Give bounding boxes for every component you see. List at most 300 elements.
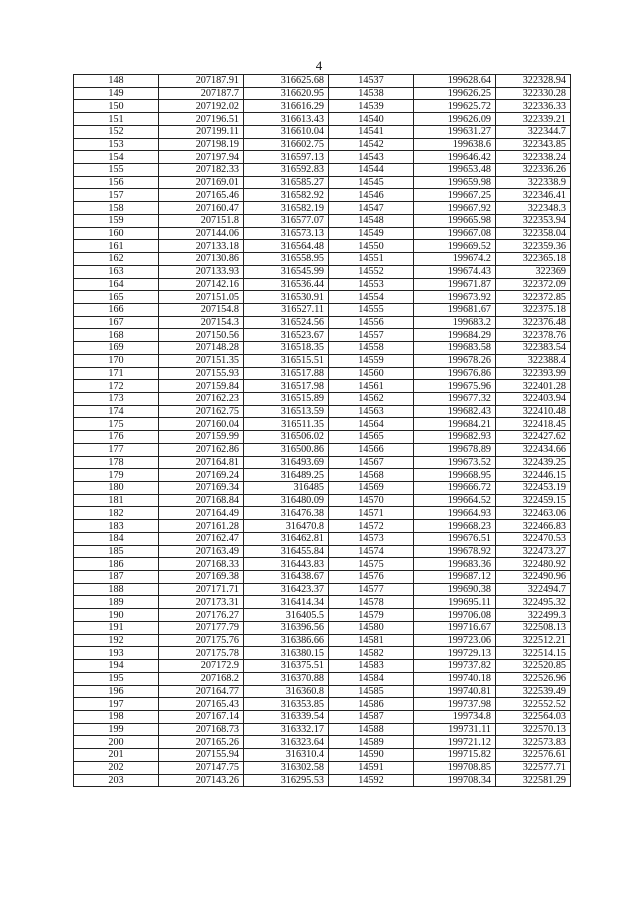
table-row — [74, 202, 571, 215]
cell-y-coordinate: 316386.66 — [244, 634, 329, 647]
cell-y-coordinate: 316485 — [244, 482, 329, 495]
cell-y-coordinate: 316511.35 — [244, 418, 329, 431]
cell-point-number-2: 14587 — [329, 710, 414, 723]
cell-y-coordinate-2: 322577.71 — [496, 761, 571, 774]
cell-x-coordinate: 207175.78 — [159, 647, 244, 660]
cell-point-number: 162 — [74, 253, 159, 266]
cell-point-number-2: 14553 — [329, 278, 414, 291]
cell-point-number-2: 14592 — [329, 774, 414, 787]
table-row — [74, 736, 571, 749]
cell-point-number-2: 14561 — [329, 380, 414, 393]
cell-point-number: 169 — [74, 342, 159, 355]
cell-x-coordinate: 207164.49 — [159, 507, 244, 520]
cell-y-coordinate-2: 322348.3 — [496, 202, 571, 215]
table-row — [74, 672, 571, 685]
cell-point-number-2: 14583 — [329, 660, 414, 673]
cell-point-number: 192 — [74, 634, 159, 647]
table-row — [74, 698, 571, 711]
cell-x-coordinate: 207160.04 — [159, 418, 244, 431]
cell-y-coordinate-2: 322372.85 — [496, 291, 571, 304]
cell-point-number: 187 — [74, 571, 159, 584]
cell-y-coordinate: 316592.83 — [244, 164, 329, 177]
cell-y-coordinate: 316545.99 — [244, 265, 329, 278]
cell-x-coordinate-2: 199659.98 — [414, 176, 496, 189]
table-row — [74, 392, 571, 405]
table-row — [74, 418, 571, 431]
cell-point-number: 177 — [74, 443, 159, 456]
cell-y-coordinate: 316602.75 — [244, 138, 329, 151]
cell-y-coordinate: 316414.34 — [244, 596, 329, 609]
cell-y-coordinate: 316517.98 — [244, 380, 329, 393]
cell-x-coordinate-2: 199706.08 — [414, 609, 496, 622]
cell-y-coordinate: 316470.8 — [244, 520, 329, 533]
table-row — [74, 634, 571, 647]
cell-y-coordinate-2: 322539.49 — [496, 685, 571, 698]
table-row — [74, 87, 571, 100]
table-row — [74, 75, 571, 88]
cell-point-number: 195 — [74, 672, 159, 685]
cell-point-number-2: 14550 — [329, 240, 414, 253]
cell-y-coordinate-2: 322378.76 — [496, 329, 571, 342]
cell-y-coordinate: 316524.56 — [244, 316, 329, 329]
cell-point-number: 165 — [74, 291, 159, 304]
cell-y-coordinate-2: 322338.9 — [496, 176, 571, 189]
table-row — [74, 647, 571, 660]
cell-point-number: 201 — [74, 749, 159, 762]
cell-y-coordinate: 316620.95 — [244, 87, 329, 100]
cell-y-coordinate-2: 322520.85 — [496, 660, 571, 673]
cell-y-coordinate: 316515.51 — [244, 354, 329, 367]
cell-x-coordinate-2: 199687.12 — [414, 571, 496, 584]
cell-x-coordinate: 207168.2 — [159, 672, 244, 685]
cell-x-coordinate-2: 199673.52 — [414, 456, 496, 469]
cell-x-coordinate: 207182.33 — [159, 164, 244, 177]
cell-y-coordinate-2: 322499.3 — [496, 609, 571, 622]
cell-x-coordinate: 207165.43 — [159, 698, 244, 711]
cell-y-coordinate: 316360.8 — [244, 685, 329, 698]
cell-y-coordinate: 316339.54 — [244, 710, 329, 723]
cell-y-coordinate-2: 322573.83 — [496, 736, 571, 749]
cell-x-coordinate-2: 199682.43 — [414, 405, 496, 418]
cell-point-number: 148 — [74, 75, 159, 88]
cell-point-number-2: 14563 — [329, 405, 414, 418]
cell-point-number-2: 14555 — [329, 303, 414, 316]
cell-point-number-2: 14579 — [329, 609, 414, 622]
cell-x-coordinate-2: 199729.13 — [414, 647, 496, 660]
cell-y-coordinate: 316370.88 — [244, 672, 329, 685]
cell-y-coordinate: 316577.07 — [244, 214, 329, 227]
cell-x-coordinate: 207169.34 — [159, 482, 244, 495]
cell-point-number: 172 — [74, 380, 159, 393]
cell-point-number: 189 — [74, 596, 159, 609]
cell-x-coordinate-2: 199668.23 — [414, 520, 496, 533]
cell-y-coordinate: 316506.02 — [244, 431, 329, 444]
table-row — [74, 431, 571, 444]
cell-x-coordinate-2: 199665.98 — [414, 214, 496, 227]
cell-x-coordinate-2: 199715.82 — [414, 749, 496, 762]
table-row — [74, 113, 571, 126]
cell-x-coordinate-2: 199673.92 — [414, 291, 496, 304]
cell-x-coordinate-2: 199734.8 — [414, 710, 496, 723]
cell-x-coordinate-2: 199737.98 — [414, 698, 496, 711]
cell-y-coordinate-2: 322570.13 — [496, 723, 571, 736]
table-row — [74, 189, 571, 202]
cell-y-coordinate: 316500.86 — [244, 443, 329, 456]
table-row — [74, 214, 571, 227]
cell-y-coordinate-2: 322336.26 — [496, 164, 571, 177]
table-row — [74, 138, 571, 151]
cell-x-coordinate-2: 199676.86 — [414, 367, 496, 380]
cell-point-number-2: 14543 — [329, 151, 414, 164]
cell-y-coordinate: 316476.38 — [244, 507, 329, 520]
cell-x-coordinate: 207160.47 — [159, 202, 244, 215]
cell-x-coordinate: 207168.84 — [159, 494, 244, 507]
cell-y-coordinate-2: 322466.83 — [496, 520, 571, 533]
cell-x-coordinate-2: 199664.93 — [414, 507, 496, 520]
cell-point-number-2: 14552 — [329, 265, 414, 278]
cell-point-number: 160 — [74, 227, 159, 240]
cell-point-number: 164 — [74, 278, 159, 291]
table-row — [74, 710, 571, 723]
cell-x-coordinate-2: 199625.72 — [414, 100, 496, 113]
cell-point-number: 191 — [74, 621, 159, 634]
cell-point-number: 186 — [74, 558, 159, 571]
cell-point-number-2: 14539 — [329, 100, 414, 113]
cell-x-coordinate-2: 199664.52 — [414, 494, 496, 507]
cell-point-number: 155 — [74, 164, 159, 177]
cell-point-number-2: 14571 — [329, 507, 414, 520]
cell-point-number-2: 14580 — [329, 621, 414, 634]
cell-y-coordinate: 316489.25 — [244, 469, 329, 482]
cell-point-number-2: 14556 — [329, 316, 414, 329]
cell-y-coordinate-2: 322473.27 — [496, 545, 571, 558]
cell-y-coordinate-2: 322581.29 — [496, 774, 571, 787]
table-row — [74, 342, 571, 355]
cell-x-coordinate-2: 199653.48 — [414, 164, 496, 177]
cell-y-coordinate: 316518.35 — [244, 342, 329, 355]
cell-point-number: 156 — [74, 176, 159, 189]
table-row — [74, 329, 571, 342]
cell-x-coordinate: 207169.01 — [159, 176, 244, 189]
cell-x-coordinate-2: 199683.36 — [414, 558, 496, 571]
cell-y-coordinate: 316527.11 — [244, 303, 329, 316]
cell-y-coordinate-2: 322410.48 — [496, 405, 571, 418]
cell-x-coordinate-2: 199683.2 — [414, 316, 496, 329]
cell-x-coordinate: 207192.02 — [159, 100, 244, 113]
cell-point-number-2: 14569 — [329, 482, 414, 495]
cell-point-number-2: 14548 — [329, 214, 414, 227]
cell-point-number-2: 14557 — [329, 329, 414, 342]
cell-point-number-2: 14547 — [329, 202, 414, 215]
cell-point-number-2: 14564 — [329, 418, 414, 431]
cell-point-number: 202 — [74, 761, 159, 774]
cell-y-coordinate-2: 322470.53 — [496, 532, 571, 545]
table-row — [74, 265, 571, 278]
cell-y-coordinate-2: 322372.09 — [496, 278, 571, 291]
table-row — [74, 291, 571, 304]
cell-x-coordinate: 207164.81 — [159, 456, 244, 469]
cell-x-coordinate-2: 199708.34 — [414, 774, 496, 787]
table-row — [74, 125, 571, 138]
table-row — [74, 303, 571, 316]
cell-y-coordinate-2: 322369 — [496, 265, 571, 278]
cell-point-number: 157 — [74, 189, 159, 202]
table-row — [74, 316, 571, 329]
cell-x-coordinate-2: 199669.52 — [414, 240, 496, 253]
cell-y-coordinate-2: 322401.28 — [496, 380, 571, 393]
cell-point-number-2: 14560 — [329, 367, 414, 380]
table-row — [74, 176, 571, 189]
cell-point-number-2: 14590 — [329, 749, 414, 762]
cell-x-coordinate: 207162.75 — [159, 405, 244, 418]
cell-point-number: 194 — [74, 660, 159, 673]
cell-point-number: 188 — [74, 583, 159, 596]
cell-y-coordinate: 316438.67 — [244, 571, 329, 584]
cell-x-coordinate-2: 199678.26 — [414, 354, 496, 367]
table-row — [74, 774, 571, 787]
cell-x-coordinate-2: 199674.43 — [414, 265, 496, 278]
cell-y-coordinate: 316353.85 — [244, 698, 329, 711]
table-row — [74, 596, 571, 609]
cell-y-coordinate-2: 322346.41 — [496, 189, 571, 202]
cell-x-coordinate: 207176.27 — [159, 609, 244, 622]
cell-x-coordinate-2: 199671.87 — [414, 278, 496, 291]
cell-y-coordinate: 316396.56 — [244, 621, 329, 634]
cell-y-coordinate: 316493.69 — [244, 456, 329, 469]
coordinates-table — [73, 74, 571, 787]
cell-x-coordinate-2: 199626.25 — [414, 87, 496, 100]
cell-x-coordinate-2: 199676.51 — [414, 532, 496, 545]
cell-point-number-2: 14562 — [329, 392, 414, 405]
cell-y-coordinate-2: 322353.94 — [496, 214, 571, 227]
cell-x-coordinate: 207169.38 — [159, 571, 244, 584]
cell-point-number: 174 — [74, 405, 159, 418]
cell-x-coordinate-2: 199638.6 — [414, 138, 496, 151]
cell-x-coordinate: 207162.86 — [159, 443, 244, 456]
cell-y-coordinate-2: 322418.45 — [496, 418, 571, 431]
cell-x-coordinate-2: 199666.72 — [414, 482, 496, 495]
cell-y-coordinate: 316513.59 — [244, 405, 329, 418]
cell-point-number: 176 — [74, 431, 159, 444]
cell-x-coordinate: 207143.26 — [159, 774, 244, 787]
cell-x-coordinate: 207148.28 — [159, 342, 244, 355]
cell-point-number-2: 14559 — [329, 354, 414, 367]
cell-point-number-2: 14544 — [329, 164, 414, 177]
cell-x-coordinate-2: 199631.27 — [414, 125, 496, 138]
cell-y-coordinate-2: 322480.92 — [496, 558, 571, 571]
cell-y-coordinate: 316582.92 — [244, 189, 329, 202]
cell-x-coordinate: 207150.56 — [159, 329, 244, 342]
cell-x-coordinate: 207130.86 — [159, 253, 244, 266]
table-row — [74, 253, 571, 266]
table-row — [74, 278, 571, 291]
table-row — [74, 405, 571, 418]
cell-x-coordinate-2: 199668.95 — [414, 469, 496, 482]
cell-point-number-2: 14549 — [329, 227, 414, 240]
cell-point-number: 178 — [74, 456, 159, 469]
cell-x-coordinate-2: 199677.32 — [414, 392, 496, 405]
cell-point-number: 158 — [74, 202, 159, 215]
cell-y-coordinate-2: 322365.18 — [496, 253, 571, 266]
cell-y-coordinate: 316515.89 — [244, 392, 329, 405]
cell-x-coordinate: 207165.46 — [159, 189, 244, 202]
cell-x-coordinate-2: 199740.18 — [414, 672, 496, 685]
cell-x-coordinate: 207173.31 — [159, 596, 244, 609]
cell-y-coordinate-2: 322427.62 — [496, 431, 571, 444]
cell-point-number-2: 14545 — [329, 176, 414, 189]
table-row — [74, 545, 571, 558]
cell-point-number: 159 — [74, 214, 159, 227]
cell-y-coordinate: 316573.13 — [244, 227, 329, 240]
cell-y-coordinate: 316462.81 — [244, 532, 329, 545]
cell-y-coordinate: 316380.15 — [244, 647, 329, 660]
table-row — [74, 151, 571, 164]
cell-x-coordinate-2: 199675.96 — [414, 380, 496, 393]
table-row — [74, 685, 571, 698]
cell-y-coordinate: 316558.95 — [244, 253, 329, 266]
cell-point-number-2: 14585 — [329, 685, 414, 698]
cell-point-number-2: 14554 — [329, 291, 414, 304]
cell-x-coordinate: 207155.93 — [159, 367, 244, 380]
cell-point-number-2: 14546 — [329, 189, 414, 202]
cell-x-coordinate: 207162.47 — [159, 532, 244, 545]
cell-x-coordinate: 207164.77 — [159, 685, 244, 698]
cell-x-coordinate: 207133.18 — [159, 240, 244, 253]
cell-x-coordinate-2: 199716.67 — [414, 621, 496, 634]
cell-point-number: 149 — [74, 87, 159, 100]
cell-y-coordinate: 316523.67 — [244, 329, 329, 342]
table-row — [74, 482, 571, 495]
table-row — [74, 354, 571, 367]
cell-y-coordinate-2: 322343.85 — [496, 138, 571, 151]
cell-y-coordinate-2: 322439.25 — [496, 456, 571, 469]
cell-point-number: 181 — [74, 494, 159, 507]
table-row — [74, 443, 571, 456]
table-row — [74, 240, 571, 253]
table-row — [74, 723, 571, 736]
cell-y-coordinate-2: 322375.18 — [496, 303, 571, 316]
table-row — [74, 583, 571, 596]
cell-y-coordinate-2: 322336.33 — [496, 100, 571, 113]
cell-y-coordinate-2: 322512.21 — [496, 634, 571, 647]
cell-y-coordinate-2: 322358.04 — [496, 227, 571, 240]
cell-point-number: 151 — [74, 113, 159, 126]
cell-x-coordinate-2: 199667.25 — [414, 189, 496, 202]
cell-point-number: 184 — [74, 532, 159, 545]
cell-point-number-2: 14589 — [329, 736, 414, 749]
cell-x-coordinate: 207151.8 — [159, 214, 244, 227]
table-row — [74, 761, 571, 774]
cell-point-number-2: 14551 — [329, 253, 414, 266]
table-row — [74, 609, 571, 622]
cell-point-number-2: 14565 — [329, 431, 414, 444]
cell-x-coordinate: 207133.93 — [159, 265, 244, 278]
cell-y-coordinate-2: 322388.4 — [496, 354, 571, 367]
cell-x-coordinate: 207151.05 — [159, 291, 244, 304]
cell-x-coordinate-2: 199674.2 — [414, 253, 496, 266]
cell-y-coordinate-2: 322453.19 — [496, 482, 571, 495]
cell-x-coordinate: 207196.51 — [159, 113, 244, 126]
cell-x-coordinate-2: 199737.82 — [414, 660, 496, 673]
cell-x-coordinate: 207159.99 — [159, 431, 244, 444]
cell-y-coordinate-2: 322459.15 — [496, 494, 571, 507]
cell-point-number: 152 — [74, 125, 159, 138]
cell-x-coordinate-2: 199690.38 — [414, 583, 496, 596]
cell-y-coordinate-2: 322328.94 — [496, 75, 571, 88]
cell-x-coordinate: 207169.24 — [159, 469, 244, 482]
cell-x-coordinate-2: 199678.92 — [414, 545, 496, 558]
table-row — [74, 164, 571, 177]
cell-y-coordinate: 316405.5 — [244, 609, 329, 622]
cell-x-coordinate: 207172.9 — [159, 660, 244, 673]
cell-x-coordinate: 207199.11 — [159, 125, 244, 138]
cell-point-number-2: 14575 — [329, 558, 414, 571]
cell-point-number: 175 — [74, 418, 159, 431]
cell-x-coordinate-2: 199684.29 — [414, 329, 496, 342]
cell-y-coordinate: 316530.91 — [244, 291, 329, 304]
cell-x-coordinate-2: 199682.93 — [414, 431, 496, 444]
cell-point-number: 193 — [74, 647, 159, 660]
cell-y-coordinate: 316323.64 — [244, 736, 329, 749]
cell-y-coordinate: 316480.09 — [244, 494, 329, 507]
table-row — [74, 456, 571, 469]
table-row — [74, 507, 571, 520]
cell-x-coordinate: 207151.35 — [159, 354, 244, 367]
cell-point-number-2: 14576 — [329, 571, 414, 584]
table-row — [74, 494, 571, 507]
cell-y-coordinate: 316310.4 — [244, 749, 329, 762]
cell-x-coordinate: 207154.8 — [159, 303, 244, 316]
cell-point-number-2: 14584 — [329, 672, 414, 685]
page-number: 4 — [315, 58, 323, 73]
cell-point-number: 163 — [74, 265, 159, 278]
cell-point-number: 190 — [74, 609, 159, 622]
cell-x-coordinate-2: 199731.11 — [414, 723, 496, 736]
cell-point-number-2: 14541 — [329, 125, 414, 138]
table-row — [74, 571, 571, 584]
cell-x-coordinate: 207167.14 — [159, 710, 244, 723]
cell-x-coordinate-2: 199723.06 — [414, 634, 496, 647]
cell-x-coordinate: 207175.76 — [159, 634, 244, 647]
cell-point-number-2: 14567 — [329, 456, 414, 469]
table-row — [74, 660, 571, 673]
cell-x-coordinate: 207159.84 — [159, 380, 244, 393]
cell-point-number-2: 14582 — [329, 647, 414, 660]
cell-x-coordinate: 207187.7 — [159, 87, 244, 100]
cell-point-number: 166 — [74, 303, 159, 316]
cell-x-coordinate: 207163.49 — [159, 545, 244, 558]
cell-point-number: 168 — [74, 329, 159, 342]
cell-point-number-2: 14572 — [329, 520, 414, 533]
cell-point-number: 153 — [74, 138, 159, 151]
cell-x-coordinate: 207168.73 — [159, 723, 244, 736]
cell-y-coordinate: 316585.27 — [244, 176, 329, 189]
cell-x-coordinate-2: 199708.85 — [414, 761, 496, 774]
cell-point-number-2: 14538 — [329, 87, 414, 100]
cell-y-coordinate-2: 322330.28 — [496, 87, 571, 100]
cell-point-number: 154 — [74, 151, 159, 164]
table-row — [74, 520, 571, 533]
cell-y-coordinate-2: 322508.13 — [496, 621, 571, 634]
cell-point-number: 200 — [74, 736, 159, 749]
cell-y-coordinate: 316332.17 — [244, 723, 329, 736]
cell-point-number: 161 — [74, 240, 159, 253]
cell-x-coordinate: 207142.16 — [159, 278, 244, 291]
cell-y-coordinate: 316625.68 — [244, 75, 329, 88]
cell-y-coordinate-2: 322526.96 — [496, 672, 571, 685]
cell-x-coordinate-2: 199667.92 — [414, 202, 496, 215]
cell-y-coordinate-2: 322490.96 — [496, 571, 571, 584]
